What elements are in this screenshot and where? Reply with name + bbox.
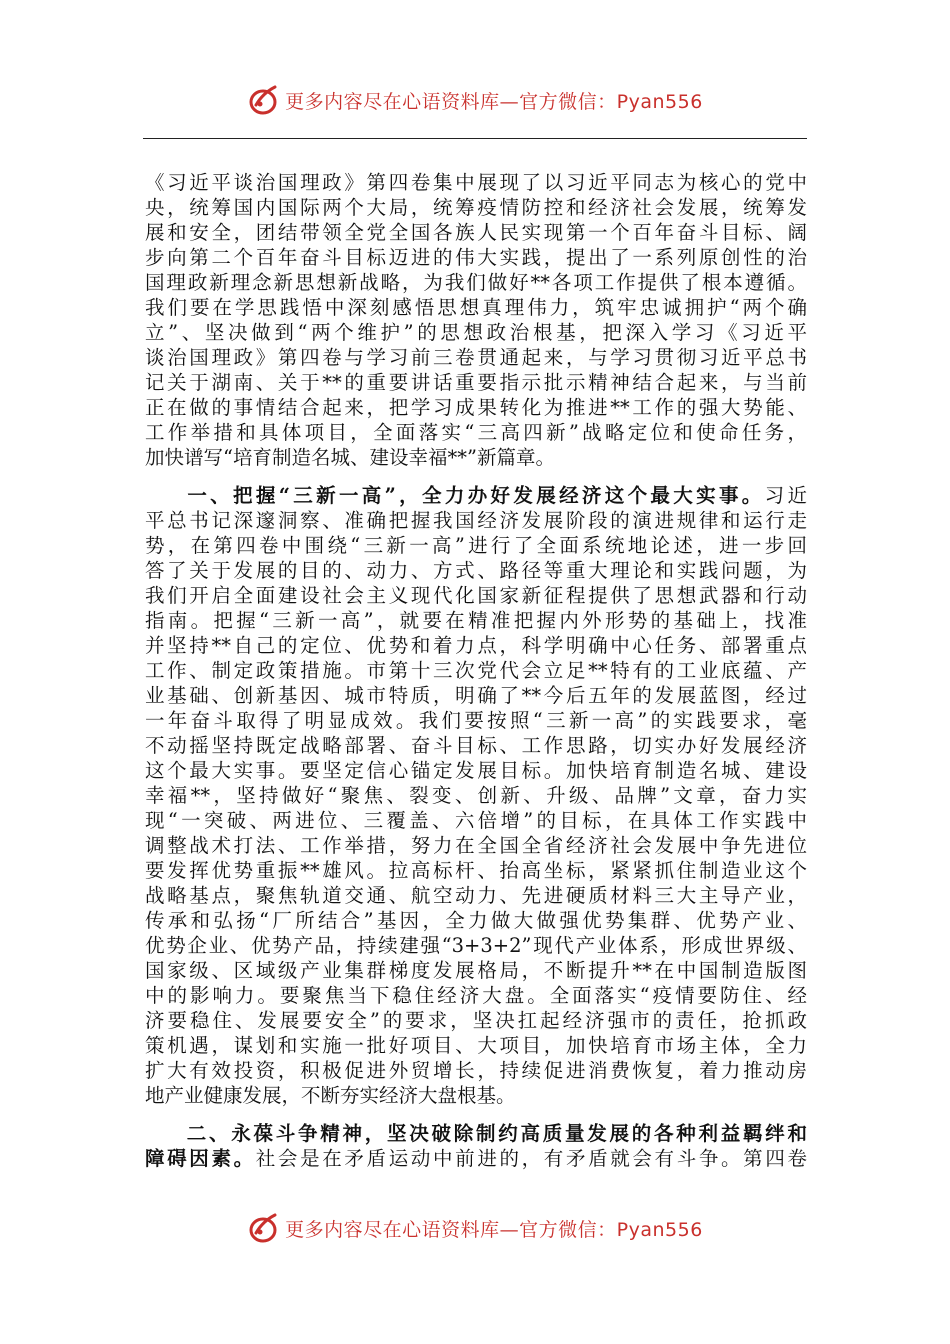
wechat-id: Pyan556 xyxy=(616,1218,703,1241)
text-line: 步向第二个百年奋斗目标迈进的伟大实践，提出了一系列原创性的治 xyxy=(145,246,807,269)
text-line: 我们开启全面建设社会主义现代化国家新征程提供了思想武器和行动 xyxy=(145,584,807,607)
text-line: 并坚持**自己的定位、优势和着力点，科学明确中心任务、部署重点 xyxy=(145,634,807,657)
text-line: 地产业健康发展，不断夯实经济大盘根基。 xyxy=(145,1084,516,1107)
text-line: 展和安全，团结带领全党全国各族人民实现第一个百年奋斗目标、阔 xyxy=(145,221,807,244)
text-line: 指南。把握“三新一高”，就要在精准把握内外形势的基础上，找准 xyxy=(145,609,807,632)
text-line: 央，统筹国内国际两个大局，统筹疫情防控和经济社会发展，统筹发 xyxy=(145,196,807,219)
text-line: 一、把握“三新一高”，全力办好发展经济这个最大实事。习近 xyxy=(184,484,807,507)
text-line: 工作、制定政策措施。市第十三次党代会立足**特有的工业底蕴、产 xyxy=(145,659,807,682)
text-line: 不动摇坚持既定战略部署、奋斗目标、工作思路，切实办好发展经济 xyxy=(145,734,807,757)
text-line: 扩大有效投资，积极促进外贸增长，持续促进消费恢复，着力推动房 xyxy=(145,1059,807,1082)
text-line: 正在做的事情结合起来，把学习成果转化为推进**工作的强大势能、 xyxy=(145,396,807,419)
header-divider xyxy=(143,138,807,139)
text-line: 谈治国理政》第四卷与学习前三卷贯通起来，与学习贯彻习近平总书 xyxy=(145,346,807,369)
text-line: 平总书记深邃洞察、准确把握我国经济发展阶段的演进规律和运行走 xyxy=(145,509,807,532)
text-line: 中的影响力。要聚焦当下稳住经济大盘。全面落实“疫情要防住、经 xyxy=(145,984,807,1007)
header-watermark xyxy=(0,80,950,120)
text-line: 策机遇，谋划和实施一批好项目、大项目，加快培育市场主体，全力 xyxy=(145,1034,807,1057)
text-line: 障碍因素。社会是在矛盾运动中前进的，有矛盾就会有斗争。第四卷 xyxy=(145,1147,807,1170)
text-line: 记关于湖南、关于**的重要讲话重要指示批示精神结合起来，与当前 xyxy=(145,371,807,394)
text-line: 现“一突破、两进位、三覆盖、六倍增”的目标，在具体工作实践中 xyxy=(145,809,807,832)
section-heading-1: 一、把握“三新一高”，全力办好发展经济这个最大实事。 xyxy=(184,484,765,507)
text-line: 立”、坚决做到“两个维护”的思想政治根基，把深入学习《习近平 xyxy=(145,321,807,344)
wechat-id: Pyan556 xyxy=(616,90,703,113)
watermark-text: 更多内容尽在心语资料库—官方微信：Pyan556 xyxy=(285,1218,703,1241)
text-line xyxy=(145,1121,807,1146)
text-line: 《习近平谈治国理政》第四卷集中展现了以习近平同志为核心的党中 xyxy=(145,171,807,194)
text-line: 势，在第四卷中围绕“三新一高”进行了全面系统地论述，进一步回 xyxy=(145,534,807,557)
paragraph-intro xyxy=(145,170,807,470)
paragraph-section-2 xyxy=(145,1121,807,1171)
text-line: 济要稳住、发展要安全”的要求，坚决扛起经济强市的责任，抢抓政 xyxy=(145,1009,807,1032)
text-line: 传承和弘扬“厂所结合”基因，全力做大做强优势集群、优势产业、 xyxy=(145,909,807,932)
text-line: 这个最大实事。要坚定信心锚定发展目标。加快培育制造名城、建设 xyxy=(145,759,807,782)
text-line: 我们要在学思践悟中深刻感悟思想真理伟力，筑牢忠诚拥护“两个确 xyxy=(145,296,807,319)
text-line: 幸福**，坚持做好“聚焦、裂变、创新、升级、品牌”文章，奋力实 xyxy=(145,784,807,807)
text-line: 业基础、创新基因、城市特质，明确了**今后五年的发展蓝图，经过 xyxy=(145,684,807,707)
text-line: 一年奋斗取得了明显成效。我们要按照“三新一高”的实践要求，毫 xyxy=(145,709,807,732)
paragraph-section-1 xyxy=(145,483,807,1108)
text-line: 要发挥优势重振**雄风。拉高标杆、抬高坐标，紧紧抓住制造业这个 xyxy=(145,859,807,882)
text-line: 战略基点，聚焦轨道交通、航空动力、先进硬质材料三大主导产业， xyxy=(145,884,807,907)
footer-watermark xyxy=(0,1208,950,1248)
text-line: 国家级、区域级产业集群梯度发展格局，不断提升**在中国制造版图 xyxy=(145,959,807,982)
text-line: 工作举措和具体项目，全面落实“三高四新”战略定位和使命任务， xyxy=(145,421,807,444)
brush-logo-icon xyxy=(247,83,281,117)
text-line: 优势企业、优势产品，持续建强“3+3+2”现代产业体系，形成世界级、 xyxy=(145,934,807,957)
watermark-text: 更多内容尽在心语资料库—官方微信：Pyan556 xyxy=(285,90,703,113)
text-line: 调整战术打法、工作举措，努力在全国全省经济社会发展中争先进位 xyxy=(145,834,807,857)
text-line: 答了关于发展的目的、动力、方式、路径等重大理论和实践问题，为 xyxy=(145,559,807,582)
section-heading-2: 二、永葆斗争精神，坚决破除制约高质量发展的各种利益羁绊和 xyxy=(184,1122,807,1145)
document-body xyxy=(145,170,807,1171)
text-line: 加快谱写“培育制造名城、建设幸福**”新篇章。 xyxy=(145,446,555,469)
text-line: 国理政新理念新思想新战略，为我们做好**各项工作提供了根本遵循。 xyxy=(145,271,807,294)
brush-logo-icon xyxy=(247,1211,281,1245)
